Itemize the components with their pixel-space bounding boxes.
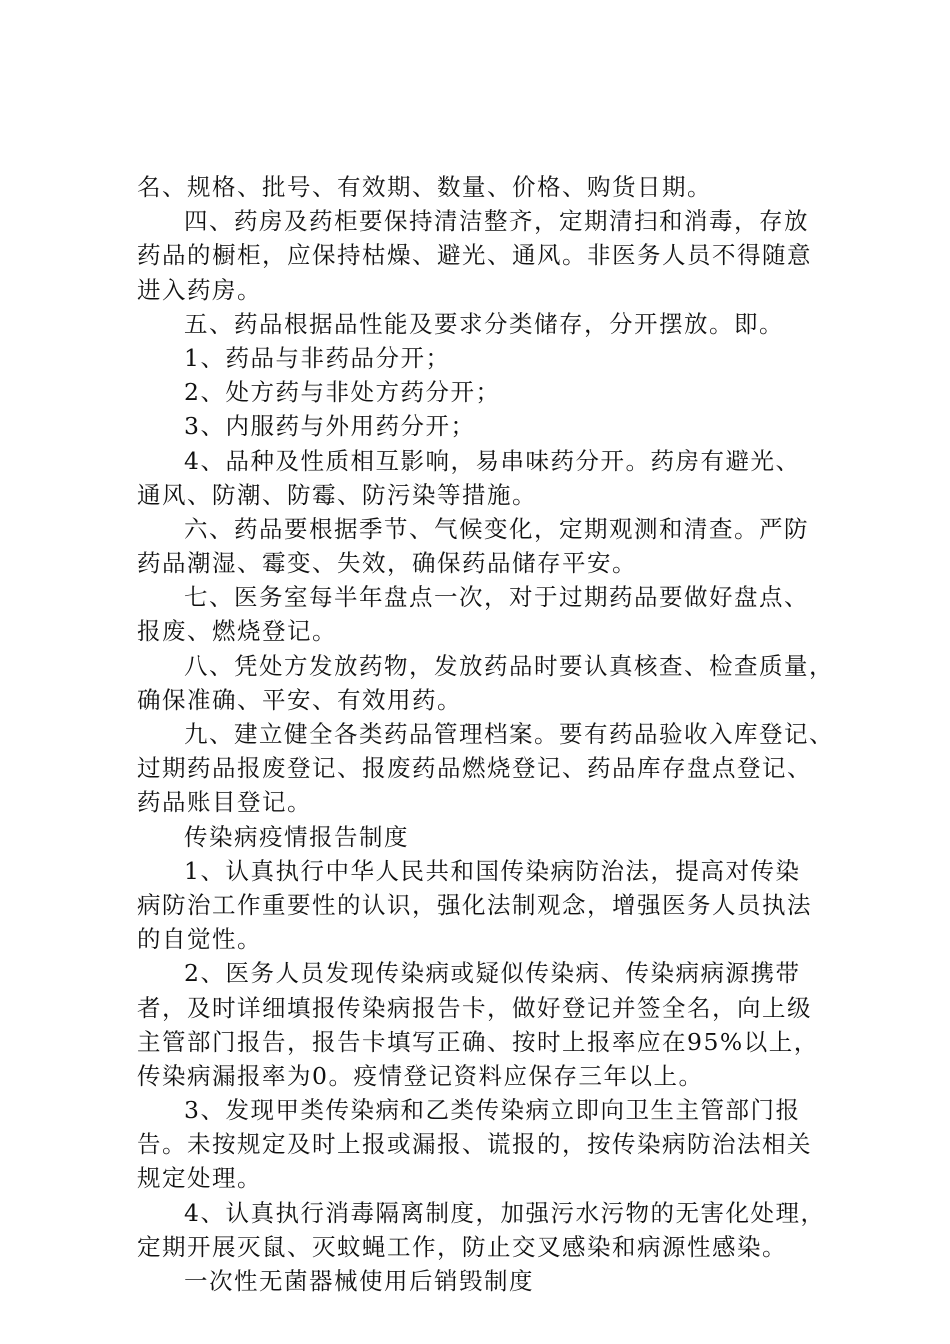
text-line: 定期开展灭鼠、灭蚊蝇工作，防止交叉感染和病源性感染。 <box>137 1232 787 1261</box>
text-line: 的自觉性。 <box>137 925 262 954</box>
text-line: 传染病漏报率为0。疫情登记资料应保存三年以上。 <box>137 1061 704 1090</box>
text-line: 药品潮湿、霉变、失效，确保药品储存平安。 <box>137 549 637 578</box>
text-line: 1、认真执行中华人民共和国传染病防治法，提高对传染 <box>184 856 801 885</box>
text-line: 告。未按规定及时上报或漏报、谎报的，按传染病防治法相关 <box>137 1130 812 1159</box>
text-line: 1、药品与非药品分开； <box>184 343 451 372</box>
text-line: 确保准确、平安、有效用药。 <box>137 685 462 714</box>
text-line: 过期药品报废登记、报废药品燃烧登记、药品库存盘点登记、 <box>137 754 812 783</box>
text-line: 通风、防潮、防霉、防污染等措施。 <box>137 480 537 509</box>
text-line: 2、处方药与非处方药分开； <box>184 378 501 407</box>
text-line: 4、认真执行消毒隔离制度，加强污水污物的无害化处理， <box>184 1198 826 1227</box>
document-body <box>137 170 842 1298</box>
text-line: 进入药房。 <box>137 275 262 304</box>
text-line: 2、医务人员发现传染病或疑似传染病、传染病病源携带 <box>184 959 801 988</box>
text-line: 八、凭处方发放药物，发放药品时要认真核查、检查质量， <box>184 651 834 680</box>
text-line: 4、品种及性质相互影响，易串味药分开。药房有避光、 <box>184 446 801 475</box>
text-line: 九、建立健全各类药品管理档案。要有药品验收入库登记、 <box>184 720 834 748</box>
text-line: 3、内服药与外用药分开； <box>184 412 476 441</box>
text-line: 六、药品要根据季节、气候变化，定期观测和清查。严防 <box>184 514 809 543</box>
text-line: 报废、燃烧登记。 <box>137 617 337 646</box>
text-line: 病防治工作重要性的认识，强化法制观念，增强医务人员执法 <box>137 890 812 919</box>
text-line: 药品账目登记。 <box>137 788 312 817</box>
text-line: 五、药品根据品性能及要求分类储存，分开摆放。即。 <box>184 309 784 338</box>
section-heading: 一次性无菌器械使用后销毁制度 <box>184 1267 534 1295</box>
text-line: 3、发现甲类传染病和乙类传染病立即向卫生主管部门报 <box>184 1096 801 1125</box>
text-line: 主管部门报告，报告卡填写正确、按时上报率应在95%以上， <box>137 1027 819 1056</box>
section-heading: 传染病疫情报告制度 <box>184 822 409 851</box>
text-line: 规定处理。 <box>137 1164 262 1193</box>
text-line: 药品的橱柜，应保持枯燥、避光、通风。非医务人员不得随意 <box>137 241 812 270</box>
text-line: 者，及时详细填报传染病报告卡，做好登记并签全名，向上级 <box>137 993 812 1022</box>
text-line: 名、规格、批号、有效期、数量、价格、购货日期。 <box>137 173 712 201</box>
text-line: 四、药房及药柜要保持清洁整齐，定期清扫和消毒，存放 <box>184 207 809 236</box>
text-line: 七、医务室每半年盘点一次，对于过期药品要做好盘点、 <box>184 583 809 612</box>
